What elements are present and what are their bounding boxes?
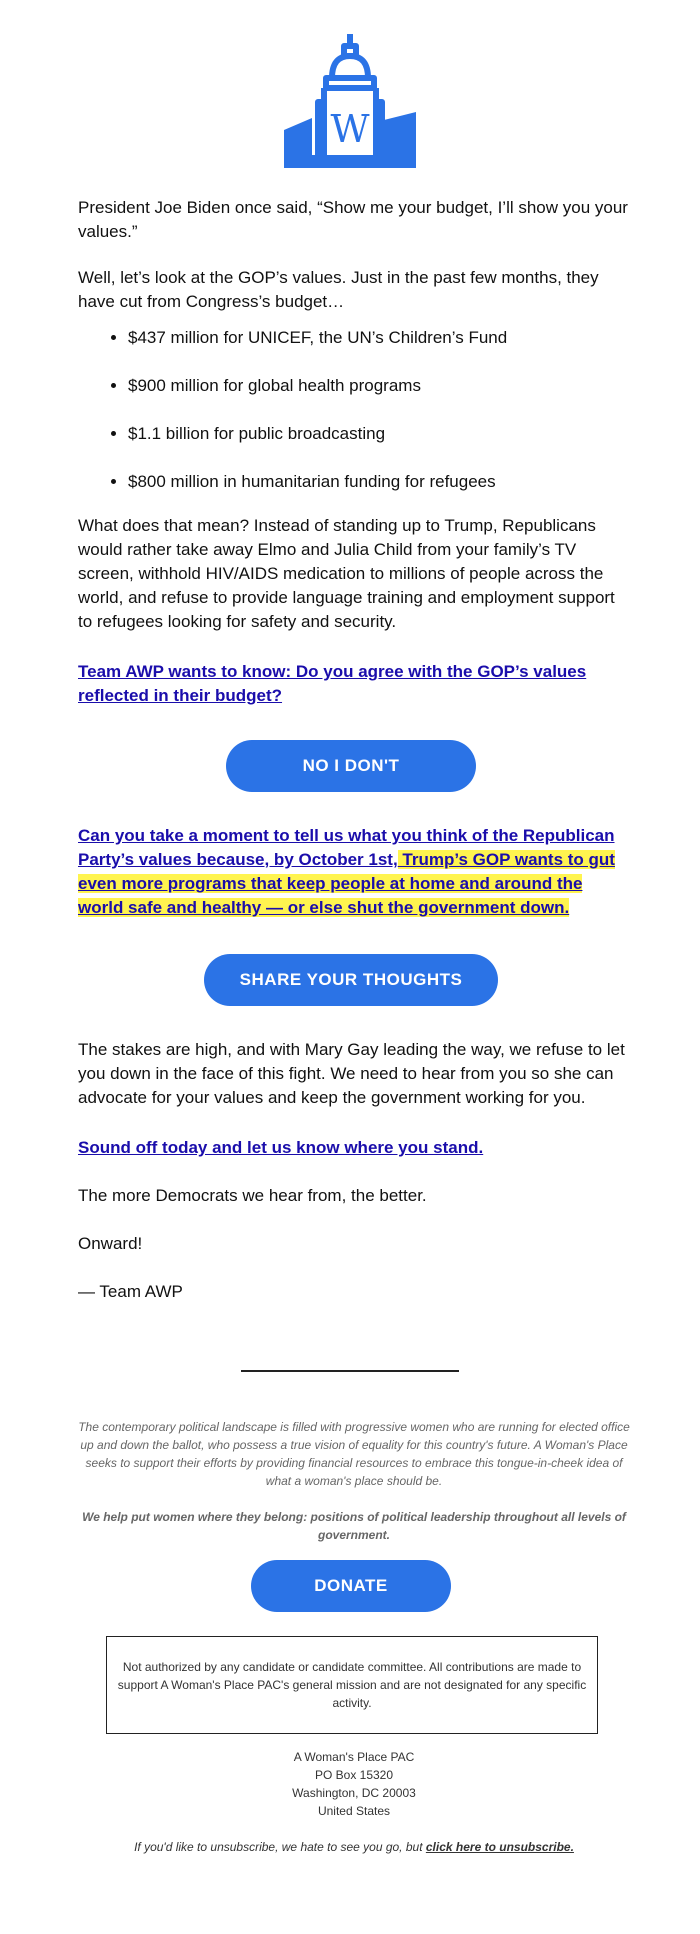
- gop-values-question-link[interactable]: Team AWP wants to know: Do you agree with the GOP’s values reflected in their budget?: [78, 662, 587, 705]
- footer-divider: [241, 1370, 459, 1372]
- disclaimer-text: Not authorized by any candidate or candidate committee. All contributions are made to support A Woman's Place PAC's general mission and are not designated for any specific activity.: [117, 1660, 587, 1710]
- capitol-logo-icon: [280, 32, 420, 172]
- ask-link-text: Can you take a moment to tell us what you think of the Republican Party’s values because, by October 1st,: [78, 826, 615, 869]
- list-item: • $437 million for UNICEF, the UN’s Children’s Fund: [128, 326, 668, 374]
- address-line: United States: [317, 1804, 391, 1818]
- sound-off-link[interactable]: Sound off today and let us know where you stand.: [78, 1138, 484, 1157]
- unsubscribe-line: [78, 1838, 630, 1856]
- unsubscribe-link[interactable]: click here to unsubscribe.: [425, 1840, 574, 1854]
- address-line: PO Box 15320: [314, 1768, 394, 1782]
- stakes-paragraph: The stakes are high, and with Mary Gay leading the way, we refuse to let you down in the face of this fight. We need to hear from you so she can advocate for your values and keep the government working for you.: [78, 1040, 625, 1107]
- share-thoughts-button[interactable]: SHARE YOUR THOUGHTS: [204, 954, 498, 1006]
- biden-quote: President Joe Biden once said, “Show me your budget, I’ll show you your values.”: [78, 198, 628, 241]
- list-item: • $1.1 billion for public broadcasting: [128, 422, 668, 470]
- address-line: A Woman's Place PAC: [293, 1750, 415, 1764]
- onward-text: Onward!: [78, 1234, 143, 1253]
- unsubscribe-text: If you'd like to unsubscribe, we hate to see you go, but: [134, 1840, 426, 1854]
- list-item: • $800 million in humanitarian funding for refugees: [128, 470, 668, 518]
- republican-values-link[interactable]: [78, 826, 615, 917]
- meaning-paragraph: What does that mean? Instead of standing up to Trump, Republicans would rather take away Elmo and Julia Child from your family’s TV screen, withhold HIV/AIDS medication to millions of people across the world, and refuse to provide language training and employment support to refugees looking for safety and security.: [78, 516, 615, 631]
- mission-text: We help put women where they belong: positions of political leadership throughout all levels of government.: [82, 1510, 626, 1542]
- budget-cuts-list: [78, 326, 668, 518]
- mailing-address: [78, 1748, 630, 1820]
- address-line: Washington, DC 20003: [292, 1786, 416, 1800]
- logo-letter: W: [330, 107, 370, 151]
- about-text: The contemporary political landscape is filled with progressive women who are running for elected office up and down the ballot, who possess a true vision of equality for this country's future. A Woman's Place seeks to support their efforts by providing financial resources to embrace this tongue-in-cheek idea of what a woman's place should be.: [78, 1420, 630, 1488]
- more-democrats-text: The more Democrats we hear from, the better.: [78, 1186, 427, 1205]
- ask-link-highlight: Trump’s GOP wants to gut even more programs that keep people at home and around the world safe and healthy — or else shut the government down.: [78, 850, 615, 917]
- donate-button[interactable]: DONATE: [251, 1560, 451, 1612]
- gop-lead: Well, let’s look at the GOP’s values. Just in the past few months, they have cut from Congress’s budget…: [78, 268, 599, 311]
- disclaimer-box: [106, 1636, 598, 1734]
- no-i-dont-button[interactable]: NO I DON'T: [226, 740, 476, 792]
- list-item: • $900 million for global health programs: [128, 374, 668, 422]
- signoff-text: — Team AWP: [78, 1282, 183, 1301]
